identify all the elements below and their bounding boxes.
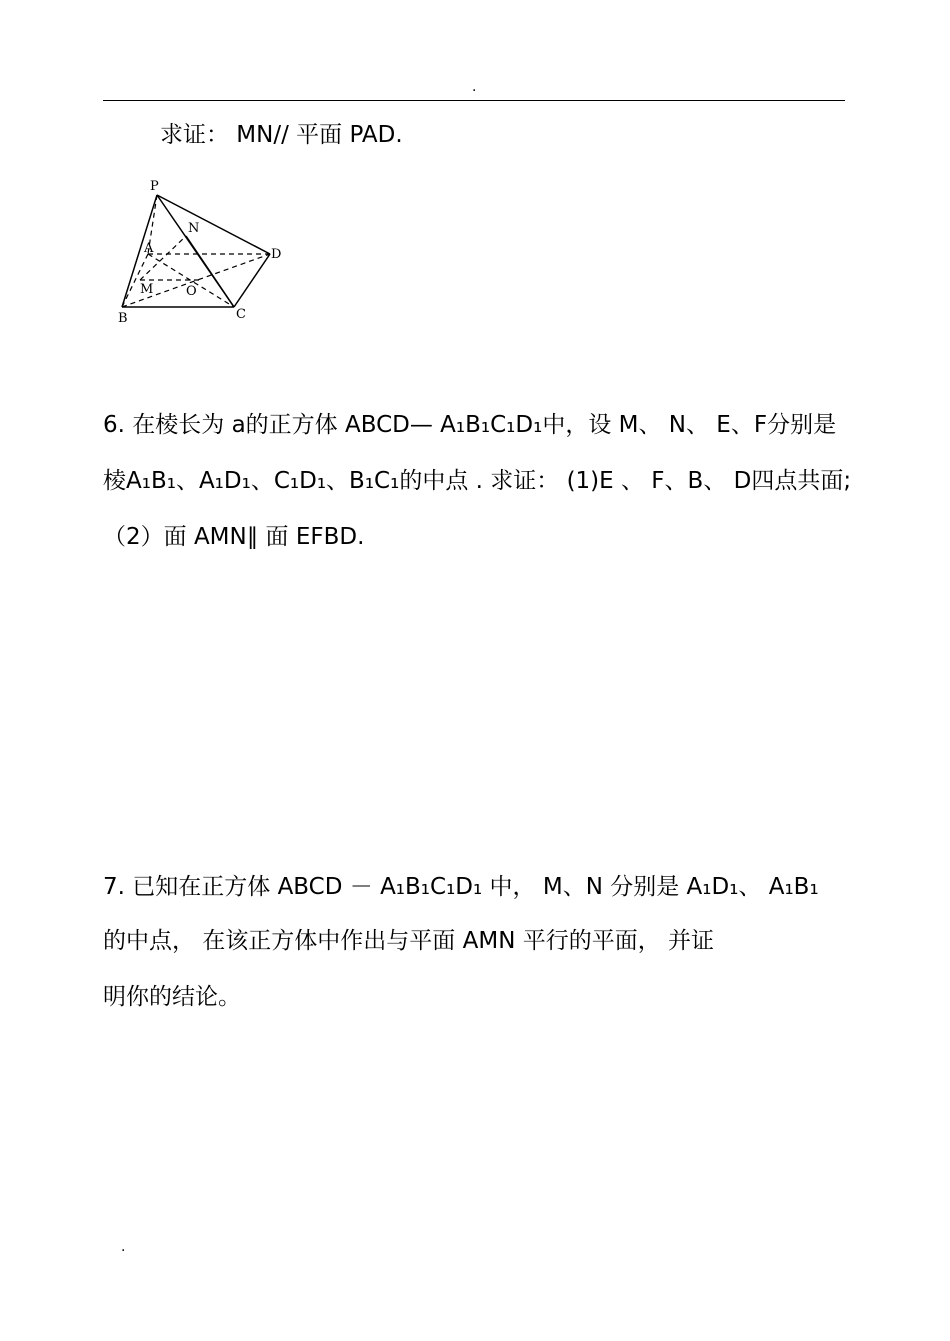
label-A: A — [144, 241, 154, 256]
label-C: C — [236, 307, 246, 322]
label-N: N — [188, 221, 200, 236]
q7-line-3: 明你的结论。 — [103, 984, 241, 1010]
label-D: D — [271, 247, 282, 262]
edge-CD — [234, 254, 270, 307]
footer-dot: . — [121, 1239, 126, 1255]
header-rule — [103, 100, 845, 101]
pyramid-figure — [104, 176, 294, 326]
q6-line-3: （2）面 AMN∥ 面 EFBD. — [103, 524, 365, 550]
label-O: O — [186, 284, 197, 299]
q7-line-1: 7. 已知在正方体 ABCD － A₁B₁C₁D₁ 中， M、N 分别是 A₁D₁、 A₁B₁ — [103, 874, 819, 900]
label-B: B — [118, 311, 128, 326]
q6-line-2: 棱A₁B₁、A₁D₁、C₁D₁、B₁C₁的中点 . 求证： (1)E 、 F、B、 D四点共面; — [103, 468, 852, 494]
q7-line-2: 的中点， 在该正方体中作出与平面 AMN 平行的平面， 并证 — [103, 928, 715, 954]
label-P: P — [150, 179, 159, 194]
edge-PD — [157, 195, 270, 254]
header-dot: . — [472, 79, 477, 95]
label-M: M — [140, 282, 154, 297]
q5-prove-line: 求证： MN// 平面 PAD. — [160, 122, 403, 148]
q6-line-1: 6. 在棱长为 a的正方体 ABCD— A₁B₁C₁D₁中，设 M、 N、 E、F分别是 — [103, 412, 837, 438]
